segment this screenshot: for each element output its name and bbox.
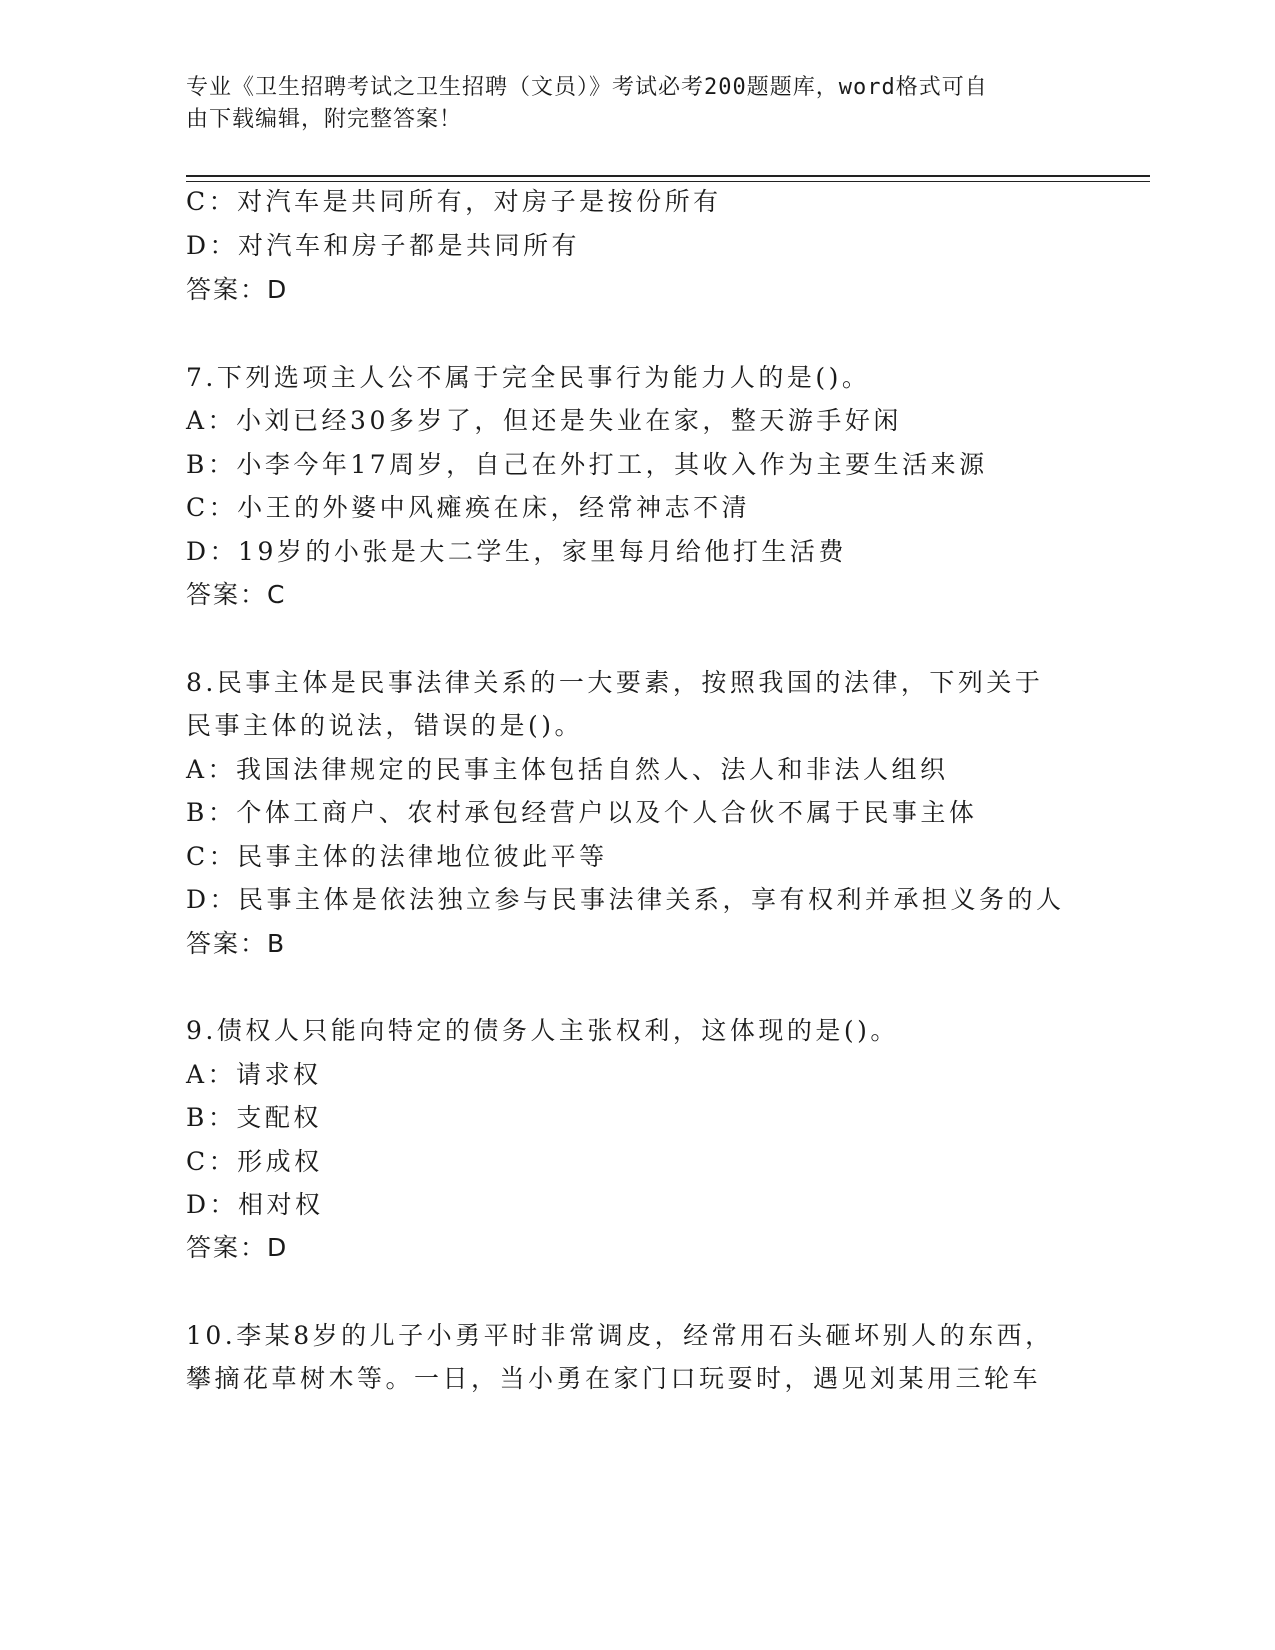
q9-answer: 答案：D [186,1233,289,1262]
q7-option-d: D：19岁的小张是大二学生，家里每月给他打生活费 [186,537,847,566]
q7-stem: 7.下列选项主人公不属于完全民事行为能力人的是()。 [186,363,871,392]
q10-stem-line1: 10.李某8岁的儿子小勇平时非常调皮，经常用石头砸坏别人的东西， [186,1321,1054,1350]
q9-option-c: C：形成权 [186,1147,323,1176]
q10-stem-line2: 攀摘花草树木等。一日，当小勇在家门口玩耍时，遇见刘某用三轮车 [186,1364,1042,1393]
q8-option-b: B：个体工商户、农村承包经营户以及个人合伙不属于民事主体 [186,798,978,827]
header-divider-thin [186,181,1150,182]
q8-option-a: A：我国法律规定的民事主体包括自然人、法人和非法人组织 [186,755,949,784]
q6-option-d: D：对汽车和房子都是共同所有 [186,231,581,260]
document-header [186,72,1076,136]
q7-answer: 答案：C [186,580,287,609]
header-divider-thick [186,175,1150,177]
q7-option-b: B：小李今年17周岁，自己在外打工，其收入作为主要生活来源 [186,450,988,479]
q9-option-b: B：支配权 [186,1103,322,1132]
q8-option-d: D：民事主体是依法独立参与民事法律关系，享有权利并承担义务的人 [186,885,1065,914]
q9-option-d: D：相对权 [186,1190,324,1219]
q6-answer: 答案：D [186,275,289,304]
q8-answer: 答案：B [186,929,287,958]
q8-option-c: C：民事主体的法律地位彼此平等 [186,842,608,871]
header-title-line2: 由下载编辑，附完整答案！ [186,107,463,132]
q6-option-c: C：对汽车是共同所有，对房子是按份所有 [186,187,722,216]
q8-stem-line1: 8.民事主体是民事法律关系的一大要素，按照我国的法律，下列关于 [186,668,1044,697]
q9-option-a: A：请求权 [186,1060,322,1089]
q9-stem: 9.债权人只能向特定的债务人主张权利，这体现的是()。 [186,1016,899,1045]
q7-option-a: A：小刘已经30多岁了，但还是失业在家，整天游手好闲 [186,406,902,435]
header-title-line1: 专业《卫生招聘考试之卫生招聘（文员）》考试必考200题题库，word格式可自 [186,75,988,100]
q7-option-c: C：小王的外婆中风瘫痪在床，经常神志不清 [186,493,751,522]
q8-stem-line2: 民事主体的说法，错误的是()。 [186,711,584,740]
